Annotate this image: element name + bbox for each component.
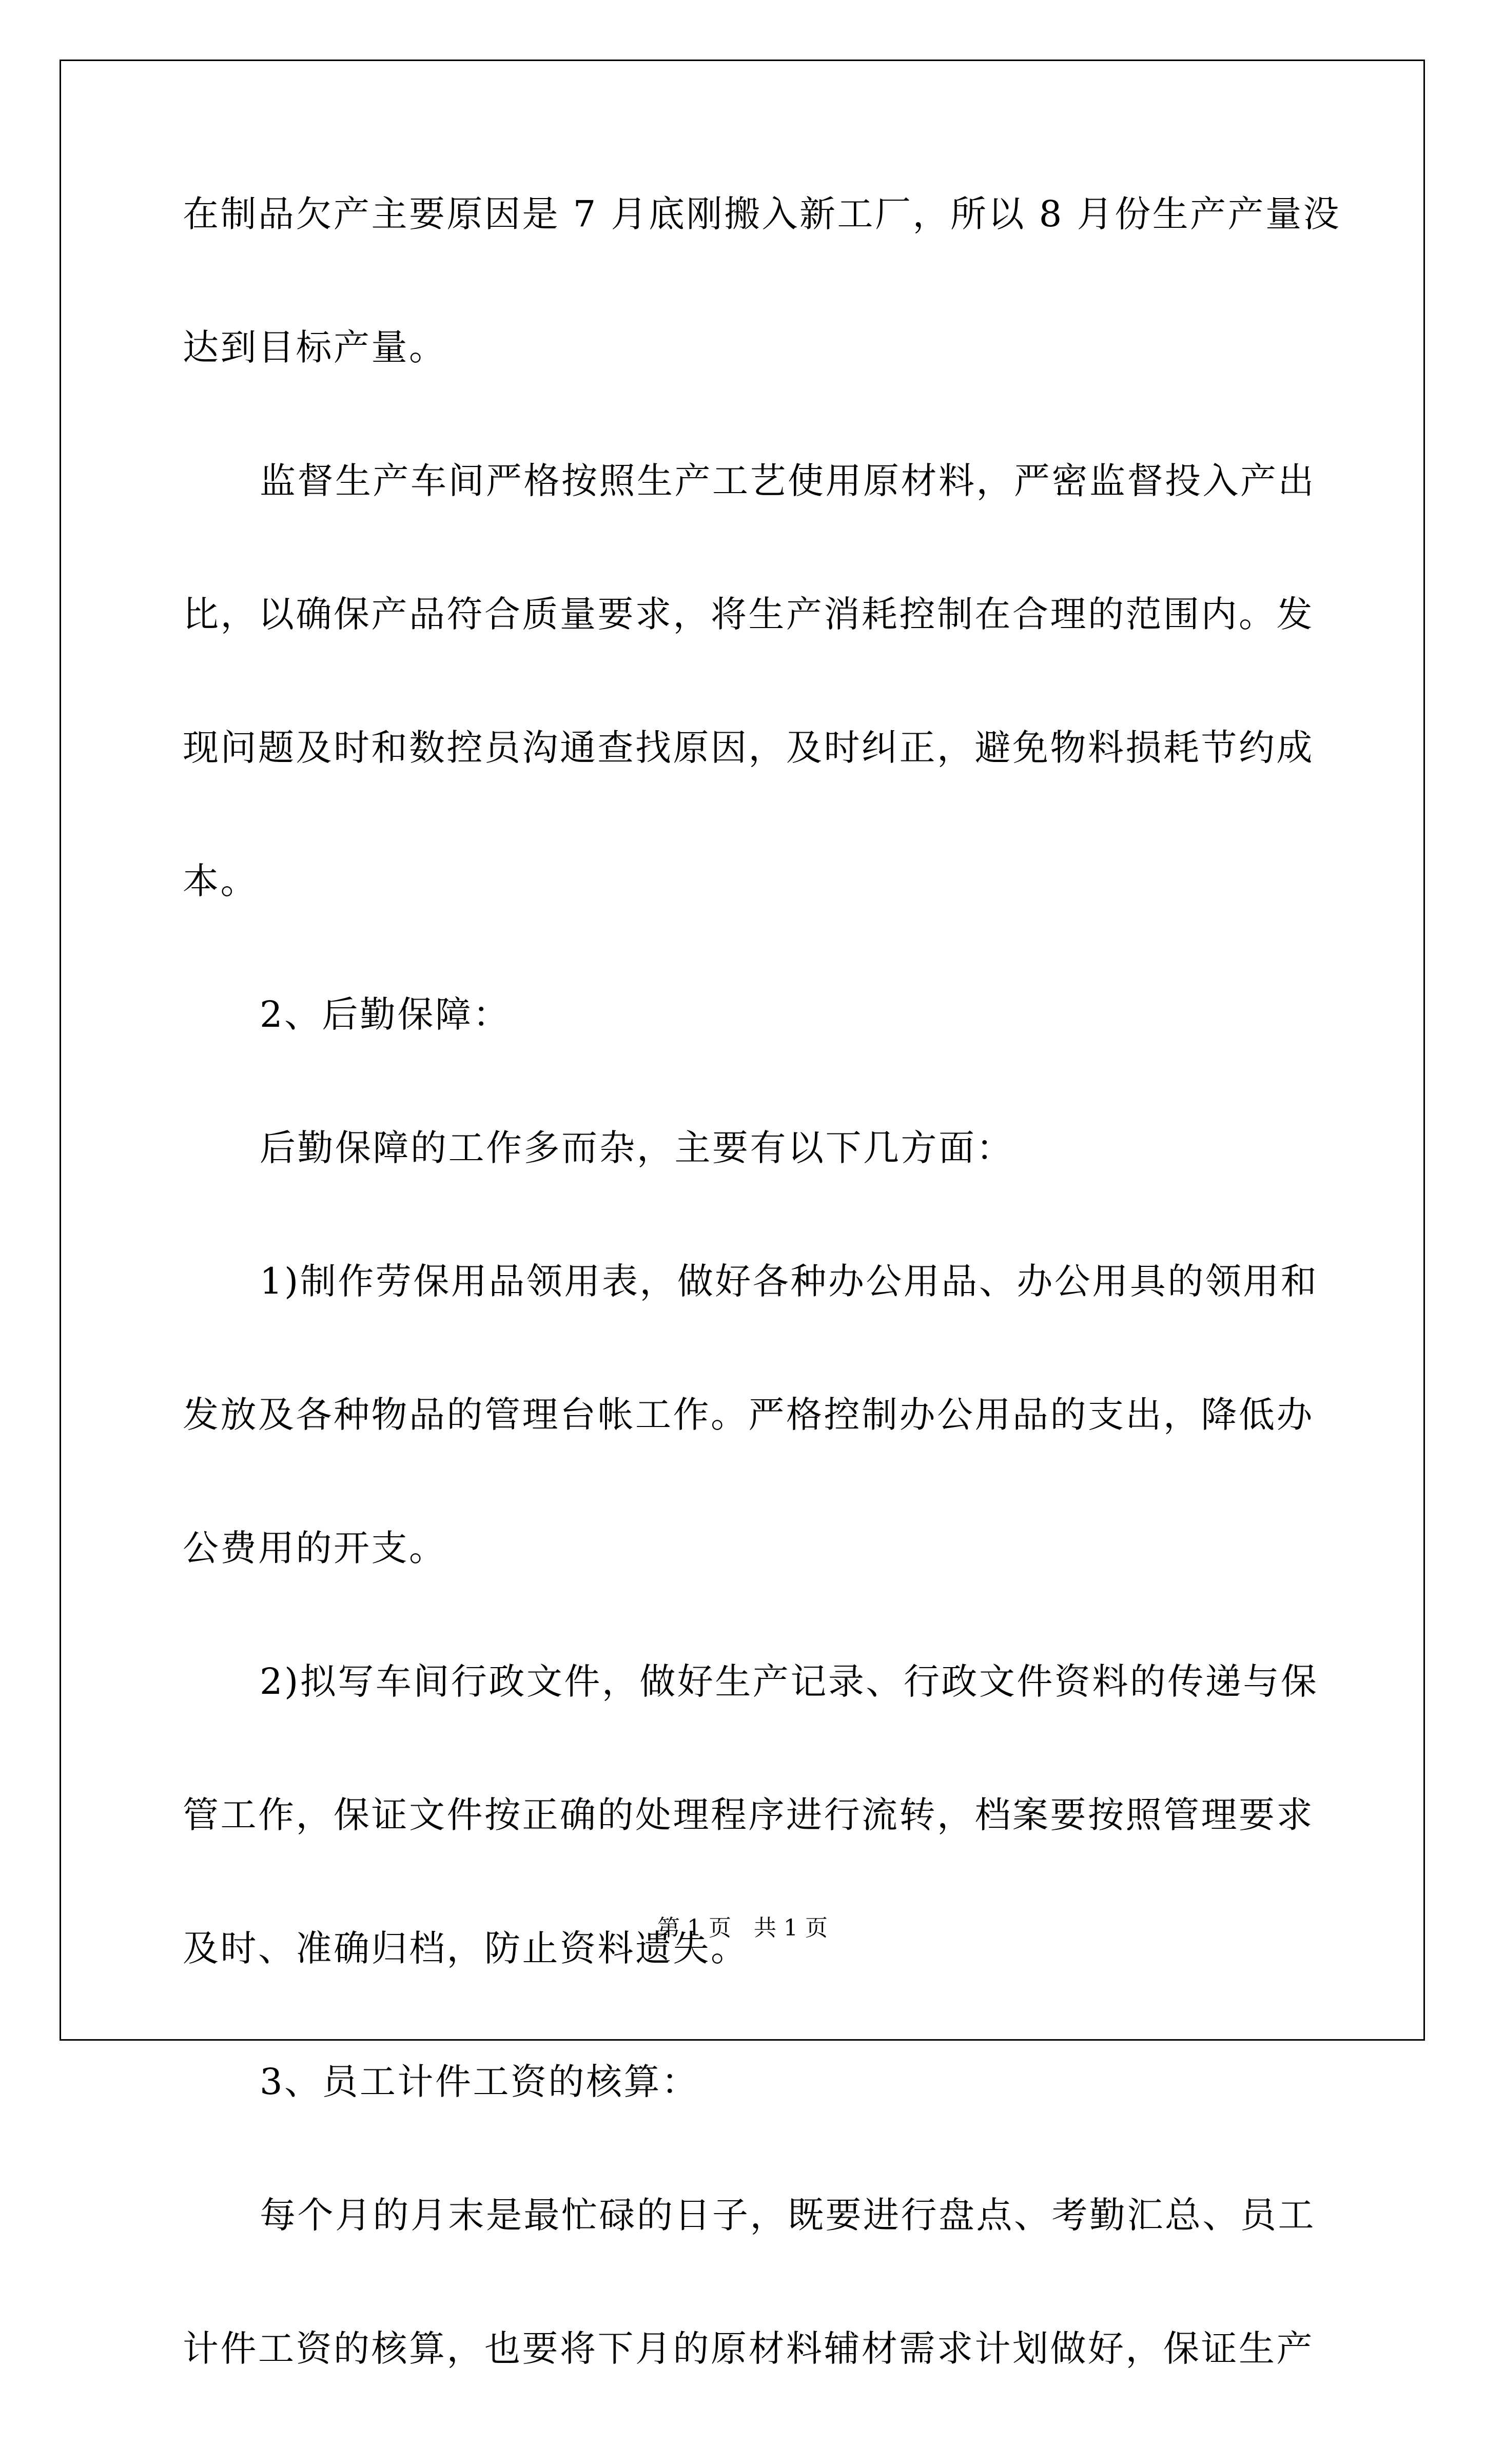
text-line: 计件工资的核算，也要将下月的原材料辅材需求计划做好，保证生产 [183,2328,1314,2370]
text-line: 达到目标产量。 [183,326,447,368]
text-line: 发放及各种物品的管理台帐工作。严格控制办公用品的支出，降低办 [183,1394,1314,1436]
text-line: 监督生产车间严格按照生产工艺使用原材料，严密监督投入产出 [260,460,1316,502]
text-line: 在制品欠产主要原因是 7 月底刚搬入新工厂，所以 8 月份生产产量没 [183,193,1341,235]
section-heading: 3、员工计件工资的核算： [260,2061,699,2103]
text-line: 后勤保障的工作多而杂，主要有以下几方面： [260,1127,1014,1169]
text-line: 每个月的月末是最忙碌的日子，既要进行盘点、考勤汇总、员工 [260,2194,1316,2236]
page-number-label: 第 1 页 共 1 页 [657,1915,828,1941]
list-item: 2)拟写车间行政文件，做好生产记录、行政文件资料的传递与保 [260,1660,1319,1703]
text-line: 公费用的开支。 [183,1527,447,1569]
page-footer [0,1917,1485,1940]
section-heading: 2、后勤保障： [260,993,511,1035]
list-item: 1)制作劳保用品领用表，做好各种办公用品、办公用具的领用和 [260,1260,1319,1302]
text-line: 比，以确保产品符合质量要求，将生产消耗控制在合理的范围内。发 [183,593,1314,635]
text-line: 现问题及时和数控员沟通查找原因，及时纠正，避免物料损耗节约成 [183,727,1314,769]
text-line: 及时、准确归档，防止资料遗失。 [183,1927,749,1969]
document-body [183,193,1341,2464]
text-line: 本。 [183,860,258,902]
text-line: 管工作，保证文件按正确的处理程序进行流转，档案要按照管理要求 [183,1794,1314,1836]
